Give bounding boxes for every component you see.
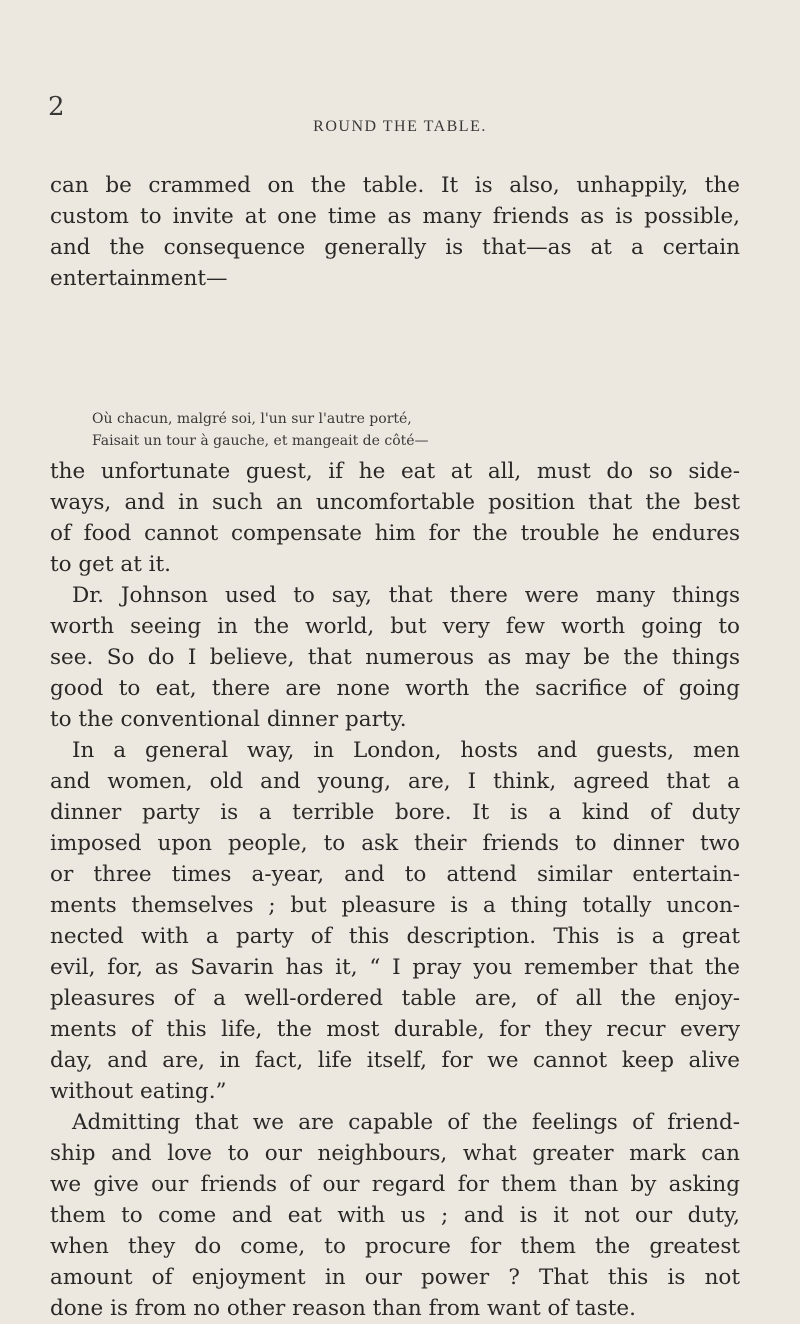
text-line: amount of enjoyment in our power ? That this is not <box>50 1265 740 1290</box>
text-line: can be crammed on the table. It is also, unhappily, the <box>50 173 740 198</box>
text-line: ments themselves ; but pleasure is a thing totally uncon- <box>50 893 740 918</box>
text-line: worth seeing in the world, but very few worth going to <box>50 614 740 639</box>
text-line: pleasures of a well-ordered table are, of all the enjoy- <box>50 986 740 1011</box>
text-line: ments of this life, the most durable, for they recur every <box>50 1017 740 1042</box>
text-line: dinner party is a terrible bore. It is a kind of duty <box>50 800 740 825</box>
quote-line: Où chacun, malgré soi, l'un sur l'autre porté, <box>92 411 412 427</box>
text-line: see. So do I believe, that numerous as may be the things <box>50 645 740 670</box>
text-line: ways, and in such an uncomfortable position that the best <box>50 490 740 515</box>
text-line: to get at it. <box>50 552 172 577</box>
text-line: imposed upon people, to ask their friends to dinner two <box>50 831 740 856</box>
body-text <box>50 456 740 1324</box>
text-line: them to come and eat with us ; and is it not our duty, <box>50 1203 740 1228</box>
text-line: good to eat, there are none worth the sacrifice of going <box>50 676 740 701</box>
text-line: or three times a-year, and to attend similar entertain- <box>50 862 740 887</box>
text-line: ship and love to our neighbours, what greater mark can <box>50 1141 740 1166</box>
text-line: nected with a party of this description. This is a great <box>50 924 740 949</box>
text-line: and the consequence generally is that—as at a certain <box>50 235 740 260</box>
intro-paragraph <box>50 170 740 294</box>
text-line: of food cannot compensate him for the trouble he endures <box>50 521 740 546</box>
text-line: evil, for, as Savarin has it, “ I pray you remember that the <box>50 955 740 980</box>
text-line: without eating.” <box>50 1079 227 1104</box>
text-line: Admitting that we are capable of the feelings of friend- <box>72 1110 740 1135</box>
text-line: Dr. Johnson used to say, that there were many things <box>72 583 740 608</box>
text-line: In a general way, in London, hosts and guests, men <box>72 738 740 763</box>
text-line: custom to invite at one time as many friends as is possible, <box>50 204 740 229</box>
text-line: to the conventional dinner party. <box>50 707 407 732</box>
text-line: we give our friends of our regard for them than by asking <box>50 1172 740 1197</box>
text-line: when they do come, to procure for them the greatest <box>50 1234 740 1259</box>
text-line: done is from no other reason than from want of taste. <box>50 1296 636 1321</box>
text-line: day, and are, in fact, life itself, for we cannot keep alive <box>50 1048 740 1073</box>
text-line: and women, old and young, are, I think, agreed that a <box>50 769 740 794</box>
quote-line: Faisait un tour à gauche, et mangeait de côté— <box>92 433 429 449</box>
running-head: ROUND THE TABLE. <box>313 118 487 135</box>
page-number: 2 <box>48 92 65 122</box>
french-quote <box>92 408 612 452</box>
text-line: entertainment— <box>50 266 228 291</box>
text-line: the unfortunate guest, if he eat at all, must do so side- <box>50 459 740 484</box>
